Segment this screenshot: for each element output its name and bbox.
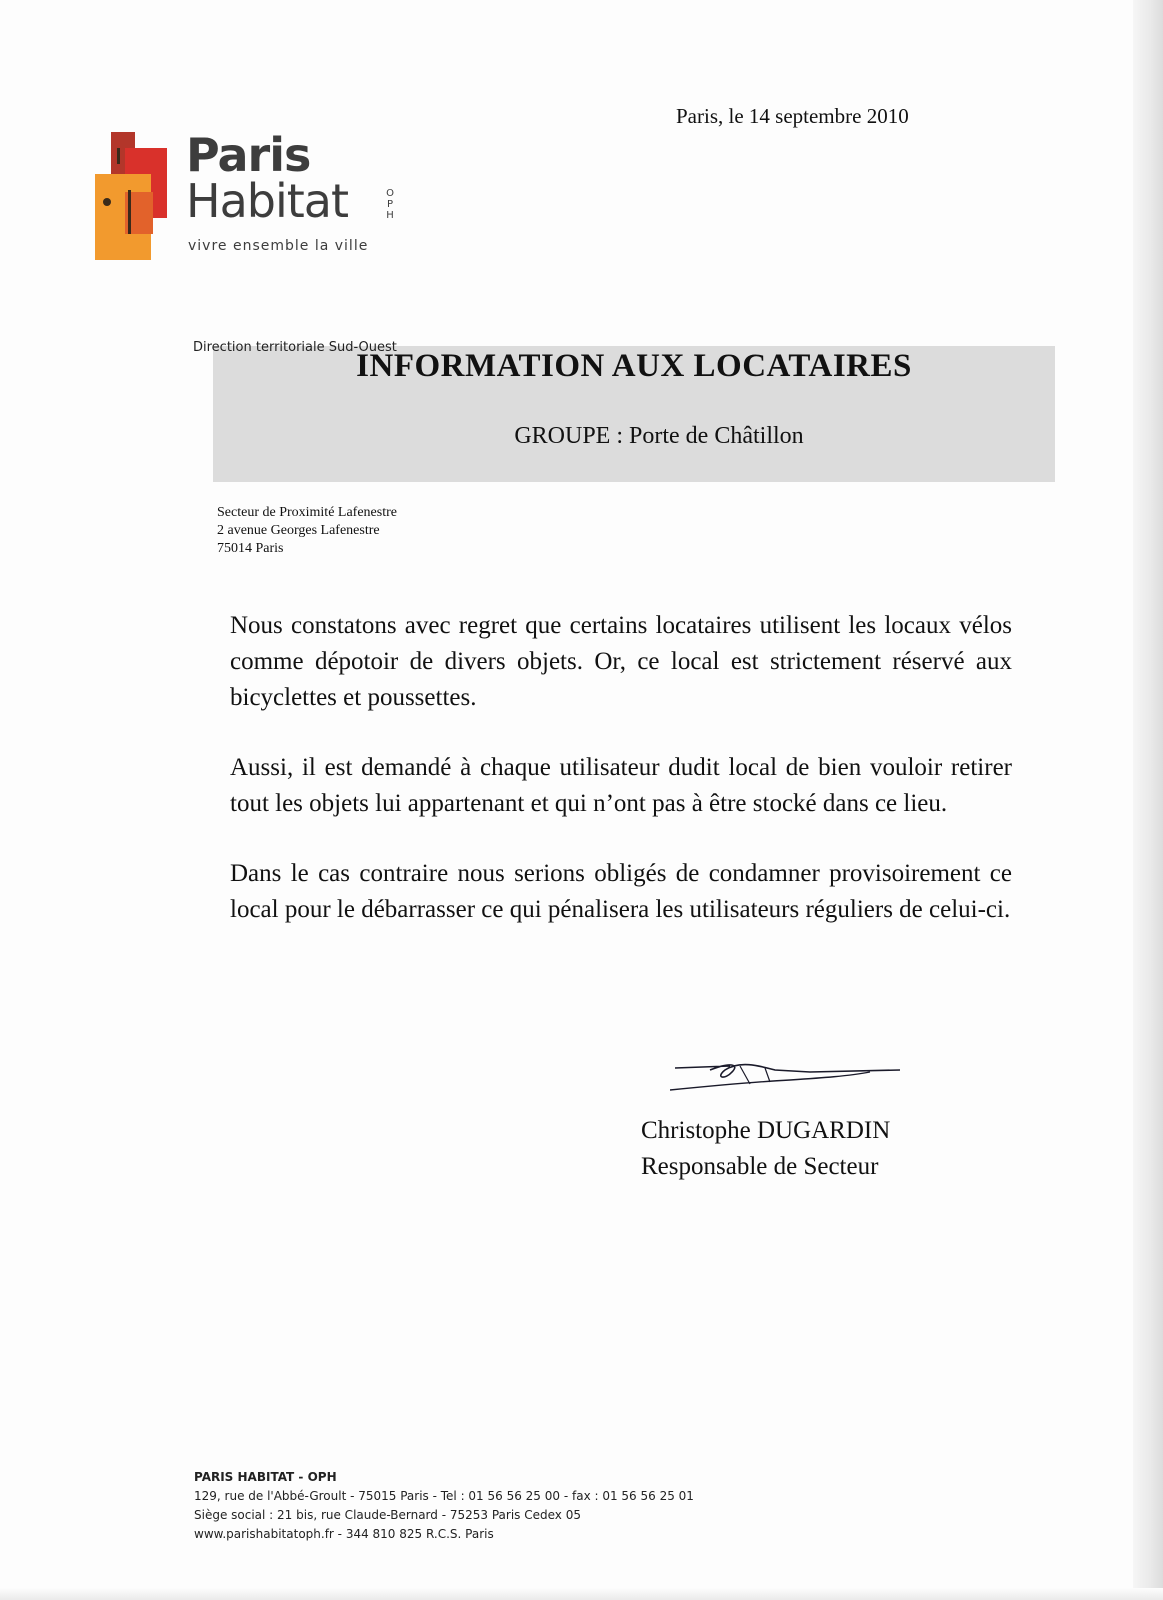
signer-role: Responsable de Secteur	[641, 1153, 879, 1180]
notice-group: GROUPE : Porte de Châtillon	[514, 423, 804, 449]
letter-footer	[194, 1468, 694, 1544]
footer-org: PARIS HABITAT - OPH	[194, 1470, 337, 1484]
footer-seat: Siège social : 21 bis, rue Claude-Bernard - 75253 Paris Cedex 05	[194, 1508, 581, 1522]
sector-address	[217, 504, 397, 558]
paragraph-2: Aussi, il est demandé à chaque utilisateur dudit local de bien vouloir retirer tout les objets lui appartenant et qui n’ont pas à être stocké dans ce lieu.	[230, 754, 1012, 817]
sector-line-2: 2 avenue Georges Lafenestre	[217, 523, 380, 538]
logo-oph: O P H	[386, 188, 394, 221]
signer-name: Christophe DUGARDIN	[641, 1117, 891, 1144]
direction-label: Direction territoriale Sud-Ouest	[193, 340, 397, 355]
handwritten-signature	[670, 1060, 920, 1100]
letter-date: Paris, le 14 septembre 2010	[676, 104, 909, 128]
logo-word-habitat: Habitat	[186, 174, 349, 228]
logo-tagline: vivre ensemble la ville	[188, 238, 369, 254]
logo-squares-icon	[95, 132, 175, 260]
footer-web: www.parishabitatoph.fr - 344 810 825 R.C.S. Paris	[194, 1527, 494, 1541]
logo-word-paris: Paris	[186, 128, 311, 182]
paris-habitat-logo	[95, 128, 425, 262]
paragraph-1: Nous constatons avec regret que certains locataires utilisent les locaux vélos comme dépotoir de divers objets. Or, ce local est strictement réservé aux bicyclettes et poussettes.	[230, 612, 1012, 711]
footer-address: 129, rue de l'Abbé-Groult - 75015 Paris - Tel : 01 56 56 25 00 - fax : 01 56 56 25 01	[194, 1489, 694, 1503]
signer-block	[641, 1113, 890, 1185]
paragraph-3: Dans le cas contraire nous serions obligés de condamner provisoirement ce local pour le débarrasser ce qui pénalisera les utilisateurs réguliers de celui-ci.	[230, 860, 1012, 923]
notice-title: INFORMATION AUX LOCATAIRES	[356, 348, 912, 384]
sector-line-3: 75014 Paris	[217, 541, 284, 556]
sector-line-1: Secteur de Proximité Lafenestre	[217, 505, 397, 520]
scan-bottom-shadow	[0, 1588, 1163, 1600]
scan-edge-shadow	[1133, 0, 1163, 1600]
letter-body	[230, 608, 1012, 962]
